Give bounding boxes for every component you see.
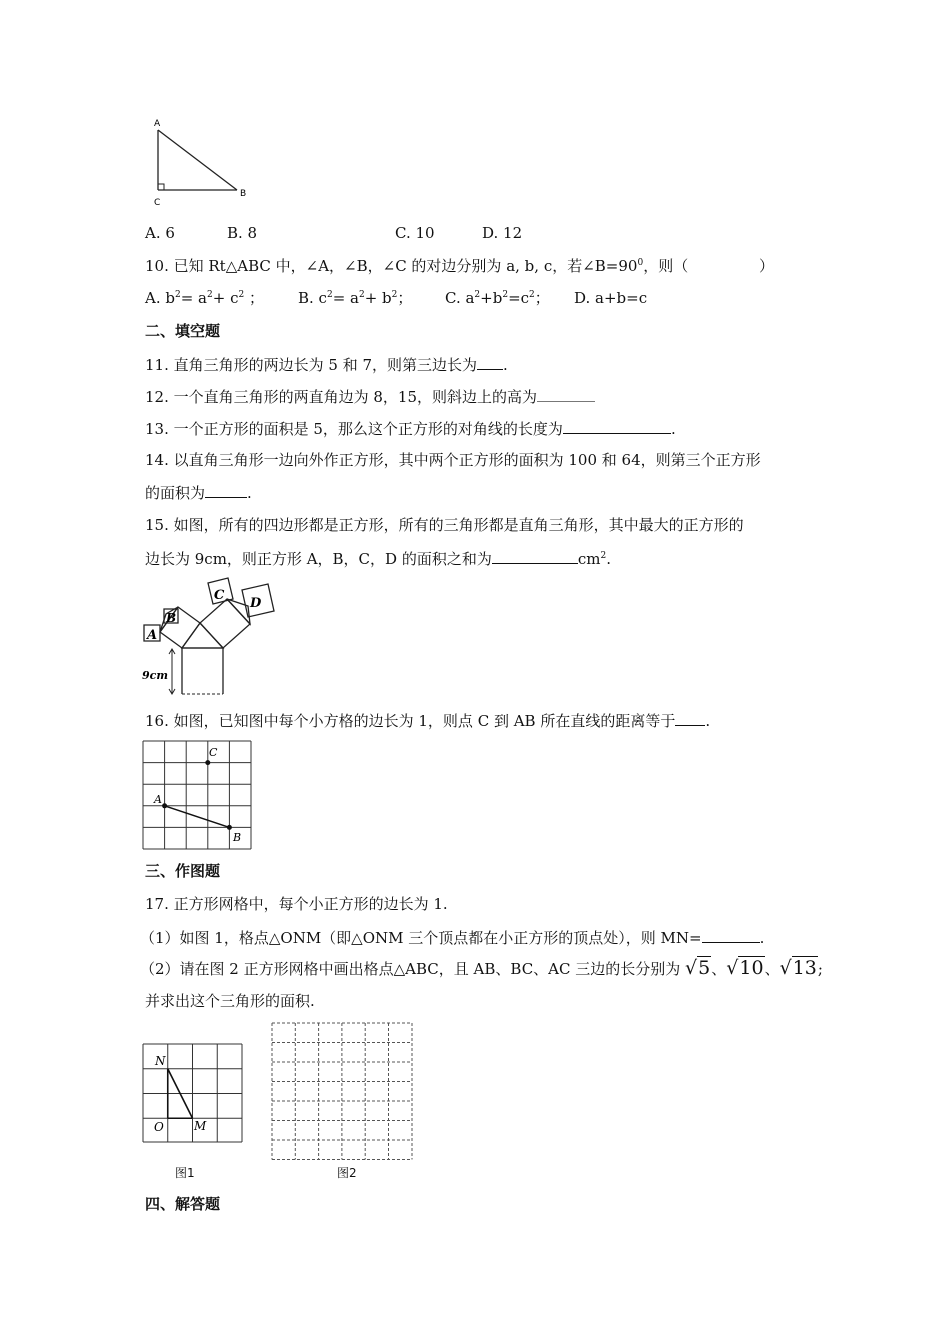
q17-mn-blank[interactable] [702, 927, 760, 943]
q14-answer-blank[interactable] [205, 482, 247, 498]
point-label-m: M [194, 1119, 207, 1133]
q10-option-d: D. a+b=c [574, 289, 648, 307]
section-heading-answer: 四、解答题 [145, 1195, 221, 1213]
side-length-label: 9cm [142, 669, 168, 682]
section-heading-fill-in: 二、填空题 [145, 322, 221, 340]
square-label-a: A [147, 628, 158, 643]
point-label-n: N [155, 1054, 166, 1068]
q16-answer-blank[interactable] [675, 710, 705, 726]
q13-answer-blank[interactable] [563, 418, 671, 434]
point-c [205, 760, 210, 765]
figure-2-svg [271, 1022, 416, 1162]
vertex-label-c: C [154, 198, 161, 208]
q10-stem [145, 256, 785, 276]
q15-line2: 边长为 9cm，则正方形 A，B，C，D 的面积之和为 $cm^2$. [145, 550, 611, 568]
q9-option-d: D. 12 [482, 224, 523, 242]
squares-svg [140, 578, 290, 700]
point-label-a: A [154, 793, 162, 806]
q16: 16. 如图，已知图中每个小方格的边长为 1，则点 C 到 AB 所在直线的距离等于 . [145, 712, 711, 730]
triangle-side-ab [158, 130, 237, 190]
square-label-d: D [250, 596, 262, 611]
q17-part1: （1）如图 1，格点△ONM（即△ONM 三个顶点都在小正方形的顶点处），则 MN= . [140, 929, 765, 947]
q11: 11. 直角三角形的两边长为 5 和 7，则第三边长为 . [145, 356, 508, 374]
figure-2[interactable] [271, 1022, 416, 1162]
q13: 13. 一个正方形的面积是 5，那么这个正方形的对角线的长度为 . [145, 420, 676, 438]
sqrt-13: √13 [779, 957, 817, 979]
q12-answer-blank[interactable] [537, 386, 595, 402]
figure-1 [142, 1043, 246, 1143]
q15-answer-blank[interactable] [492, 548, 578, 564]
square-label-c: C [214, 588, 225, 603]
sqrt-5: √5 [685, 957, 711, 979]
section-heading-construction: 三、作图题 [145, 862, 221, 880]
q17-stem: 17. 正方形网格中，每个小正方形的边长为 1. [145, 895, 448, 913]
q10-paren-close: ） [759, 257, 775, 275]
right-angle-mark [158, 184, 164, 190]
q9-option-b: B. 8 [227, 224, 258, 242]
square-right-mid [200, 599, 250, 648]
q14-line1: 14. 以直角三角形一边向外作正方形，其中两个正方形的面积为 100 和 64，则第三个正方形 [145, 451, 761, 469]
q17-part2: （2）请在图 2 正方形网格中画出格点△ABC，且 AB、BC、AC 三边的长分别为 √5、√10、√13; [140, 957, 823, 979]
vertex-label-b: B [240, 189, 247, 199]
q10-stem-sup: 0 [637, 258, 644, 268]
segment-ab [165, 806, 230, 828]
point-a [162, 803, 167, 808]
q10-stem-text: 10. 已知 Rt△ABC 中，∠A，∠B，∠C 的对边分别为 a, b, c，若∠B=90 [145, 257, 638, 275]
q10-option-a: A. $b^2= a^2+ c^2$ ； [145, 289, 264, 307]
figure-2-caption: 图2 [337, 1166, 357, 1180]
triangle-svg [145, 112, 255, 212]
q10-option-b: B. $c^2= a^2+ b^2$； [298, 289, 413, 307]
right-triangle-main [182, 623, 223, 648]
q11-answer-blank[interactable] [477, 354, 503, 370]
q9-option-c: C. 10 [395, 224, 435, 242]
grid-q16-svg [142, 740, 254, 850]
point-label-o: O [154, 1120, 164, 1134]
q10-option-c: C. $a^2+b^2=c^2$； [445, 289, 550, 307]
squares-figure [140, 578, 290, 700]
triangle-figure [145, 112, 255, 212]
q12: 12. 一个直角三角形的两直角边为 8，15，则斜边上的高为 [145, 386, 595, 407]
q9-option-a: A. 6 [145, 224, 175, 242]
point-label-b: B [233, 831, 242, 844]
figure-1-caption: 图1 [175, 1166, 195, 1180]
large-square [182, 648, 223, 694]
q10-stem-end: ，则（ [643, 257, 689, 275]
point-label-c: C [209, 746, 218, 759]
sqrt-10: √10 [726, 957, 764, 979]
q17-part2-line2: 并求出这个三角形的面积. [145, 992, 315, 1010]
grid-figure-q16 [142, 740, 254, 850]
q15-line1: 15. 如图，所有的四边形都是正方形，所有的三角形都是直角三角形，其中最大的正方形的 [145, 516, 744, 534]
q14-line2: 的面积为 . [145, 484, 252, 502]
vertex-label-a: A [154, 119, 161, 129]
figure-1-svg [142, 1043, 246, 1143]
point-b [227, 825, 232, 830]
square-label-b: B [166, 611, 177, 625]
